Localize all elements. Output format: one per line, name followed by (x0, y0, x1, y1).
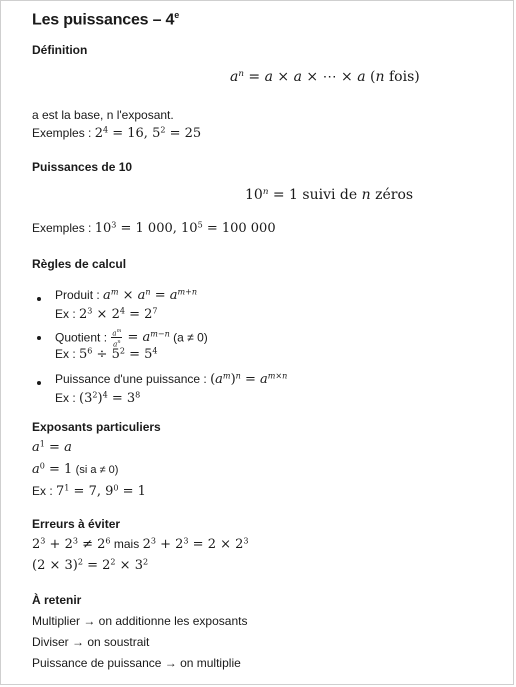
bullet (37, 381, 41, 385)
powers-of-ten-examples: Exemples : $10^3 = 1$ 000, $10^5 = 100$ 000 (32, 220, 276, 236)
definition-text: a est la base, n l'exposant. (32, 108, 174, 122)
errors-line-1: $2^3 + 2^3 \ne 2^6$ mais $2^3 + 2^3 = 2 \times 2^3$ (32, 536, 249, 552)
rule-quotient: Quotient : $\frac{a^m}{a^n}$ = $a^{m-n}$ (a ≠ 0) (55, 328, 208, 349)
bullet (37, 336, 41, 340)
heading-rules: Règles de calcul (32, 257, 127, 271)
errors-line-2: $(2 \times 3)^2 = 2^2 \times 3^2$ (32, 557, 149, 573)
powers-of-ten-formula: $10^n = 1$ suivi de n zéros (245, 187, 414, 203)
heading-definition: Définition (32, 43, 88, 57)
definition-formula: $a^n = a \times a$ × ⋯ × a (n fois) (230, 69, 420, 85)
rule-power-example: Ex : $(3^2)^4 = 3^8$ (55, 390, 141, 406)
remember-item: Puissance de puissance → on multiplie (32, 656, 241, 670)
rule-product-example: Ex : $2^3 \times 2^4 = 2^7$ (55, 306, 158, 322)
remember-item: Multiplier → on additionne les exposants (32, 614, 248, 628)
page-title: Les puissances – 4e (32, 10, 180, 29)
remember-item: Diviser → on soustrait (32, 635, 150, 649)
heading-errors: Erreurs à éviter (32, 517, 121, 531)
special-line-1: $a^1 = a$ (32, 439, 72, 455)
heading-special-exponents: Exposants particuliers (32, 420, 161, 434)
rule-quotient-example: Ex : $5^6 \div 5^2 = 5^4$ (55, 346, 158, 362)
definition-examples: Exemples : $2^4 = 16$, $5^2 = 25$ (32, 125, 202, 141)
rule-power-of-power: Puissance d'une puissance : $(a^m)^n = a^{m\times n}$ (55, 371, 288, 387)
rule-product: Produit : $a^m \times a^n = a^{m+n}$ (55, 287, 198, 303)
special-line-3: Ex : $7^1 = 7$, $9^0 = 1$ (32, 483, 146, 499)
heading-powers-of-ten: Puissances de 10 (32, 160, 133, 174)
bullet (37, 297, 41, 301)
special-line-2: $a^0 = 1$ (si a ≠ 0) (32, 461, 119, 477)
heading-remember: À retenir (32, 593, 82, 607)
